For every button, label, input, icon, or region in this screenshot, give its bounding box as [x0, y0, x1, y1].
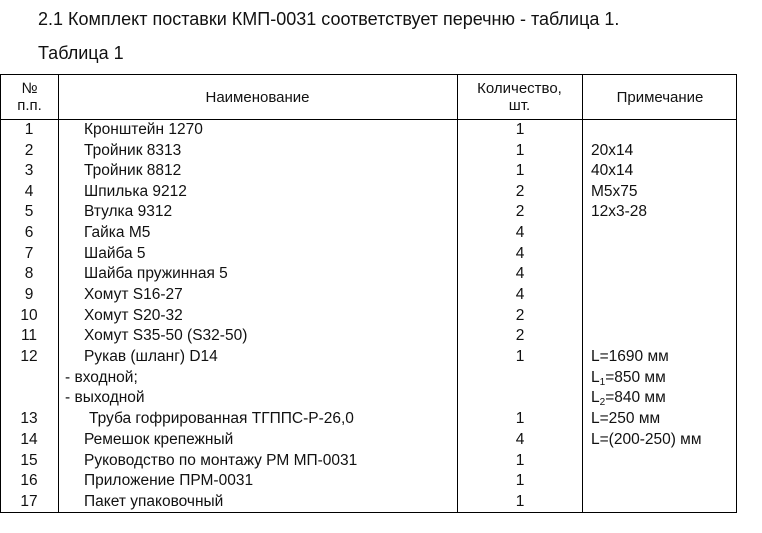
row-13-note: L=250 мм	[591, 410, 661, 427]
row-6-name: Гайка М5	[84, 224, 151, 241]
note-subscript: 2	[599, 397, 606, 408]
column-divider	[582, 75, 583, 512]
row-17-num: 17	[20, 493, 38, 510]
row-3-num: 3	[24, 162, 34, 179]
row-17-name: Пакет упаковочный	[84, 493, 224, 510]
row-2-num: 2	[24, 142, 34, 159]
row-2-qty: 1	[515, 142, 525, 159]
row-14-name: Ремешок крепежный	[84, 431, 234, 448]
note-subscript: 1	[599, 377, 606, 388]
row-9-qty: 4	[515, 286, 525, 303]
row-7-name: Шайба 5	[84, 245, 146, 262]
row-15-qty: 1	[515, 452, 525, 469]
row-12-note: L=1690 мм	[591, 348, 669, 365]
row-11-name: Хомут S35-50 (S32-50)	[84, 327, 248, 344]
delivery-table	[0, 74, 737, 513]
row-5-note: 12x3-28	[591, 203, 648, 220]
row-12-inlet-note	[591, 368, 666, 388]
row-16-name: Приложение ПРМ-0031	[84, 472, 254, 489]
row-4-name: Шпилька 9212	[84, 183, 187, 200]
header-note-label: Примечание	[616, 88, 704, 106]
row-5-name: Втулка 9312	[84, 203, 173, 220]
note-value: =840 мм	[605, 389, 666, 406]
column-divider	[58, 75, 59, 512]
note-l-label: L	[591, 369, 600, 386]
row-7-qty: 4	[515, 245, 525, 262]
row-10-num: 10	[20, 307, 38, 324]
header-qty-line1: Количество,	[477, 80, 562, 97]
row-14-note: L=(200-250) мм	[591, 431, 702, 448]
row-5-num: 5	[24, 203, 34, 220]
row-16-qty: 1	[515, 472, 525, 489]
row-9-name: Хомут S16-27	[84, 286, 183, 303]
header-name	[58, 75, 457, 119]
row-15-num: 15	[20, 452, 38, 469]
row-6-qty: 4	[515, 224, 525, 241]
row-14-qty: 4	[515, 431, 525, 448]
header-name-label: Наименование	[205, 88, 310, 106]
note-l-label: L	[591, 389, 600, 406]
row-15-name: Руководство по монтажу РМ МП-0031	[84, 452, 358, 469]
header-qty	[457, 75, 582, 119]
row-5-qty: 2	[515, 203, 525, 220]
row-3-qty: 1	[515, 162, 525, 179]
header-num-line1: №	[21, 80, 38, 97]
row-13-num: 13	[20, 410, 38, 427]
row-16-num: 16	[20, 472, 38, 489]
row-12-num: 12	[20, 348, 38, 365]
row-13-name: Труба гофрированная ТГППС-Р-26,0	[89, 410, 354, 427]
section-heading: 2.1 Комплект поставки КМП-0031 соответствует перечню - таблица 1.	[38, 9, 620, 29]
row-2-name: Тройник 8313	[84, 142, 182, 159]
row-12-qty: 1	[515, 348, 525, 365]
row-4-num: 4	[24, 183, 34, 200]
row-11-qty: 2	[515, 327, 525, 344]
row-6-num: 6	[24, 224, 34, 241]
table-caption: Таблица 1	[38, 43, 124, 63]
header-num	[1, 75, 58, 119]
row-3-note: 40x14	[591, 162, 634, 179]
row-17-qty: 1	[515, 493, 525, 510]
row-4-qty: 2	[515, 183, 525, 200]
header-num-line2: п.п.	[17, 97, 42, 114]
row-10-name: Хомут S20-32	[84, 307, 183, 324]
row-9-num: 9	[24, 286, 34, 303]
row-12-inlet-name: - входной;	[65, 369, 138, 386]
row-12-outlet-note	[591, 388, 666, 408]
row-12-outlet-name: - выходной	[65, 389, 145, 406]
header-qty-line2: шт.	[508, 97, 531, 114]
row-14-num: 14	[20, 431, 38, 448]
note-value: =850 мм	[605, 369, 666, 386]
row-7-num: 7	[24, 245, 34, 262]
row-8-qty: 4	[515, 265, 525, 282]
row-1-name: Кронштейн 1270	[84, 121, 203, 138]
row-10-qty: 2	[515, 307, 525, 324]
row-12-name: Рукав (шланг) D14	[84, 348, 218, 365]
row-8-num: 8	[24, 265, 34, 282]
row-1-qty: 1	[515, 121, 525, 138]
row-1-num: 1	[24, 121, 34, 138]
row-8-name: Шайба пружинная 5	[84, 265, 228, 282]
row-3-name: Тройник 8812	[84, 162, 182, 179]
header-note	[582, 75, 738, 119]
row-13-qty: 1	[515, 410, 525, 427]
row-2-note: 20x14	[591, 142, 634, 159]
row-4-note: M5x75	[591, 183, 638, 200]
row-11-num: 11	[20, 327, 38, 344]
